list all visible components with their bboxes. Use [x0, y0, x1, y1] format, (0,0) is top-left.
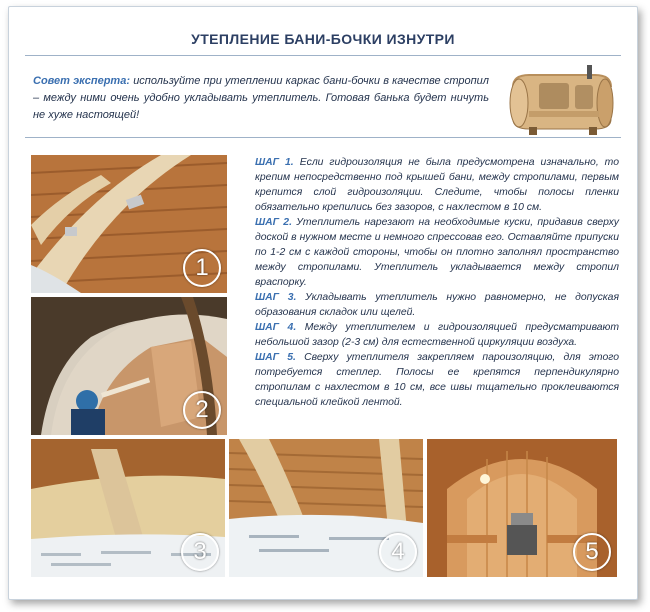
- expert-tip: [33, 73, 489, 124]
- step-number-badge: 5: [573, 533, 611, 571]
- step-label: ШАГ 2.: [255, 217, 292, 228]
- step-3: [255, 290, 619, 320]
- step-text: Укладывать утеплитель нужно равномерно, не допуская образования складок или щелей.: [255, 292, 620, 318]
- barrel-sauna-image: [499, 63, 623, 139]
- expert-tip-lead: Совет эксперта:: [33, 75, 130, 87]
- step-2: [255, 215, 619, 290]
- step-5: [255, 350, 619, 410]
- step-number-badge: 4: [379, 533, 417, 571]
- divider: [25, 55, 621, 56]
- page-title: УТЕПЛЕНИЕ БАНИ-БОЧКИ ИЗНУТРИ: [191, 31, 455, 47]
- steps-list: [255, 155, 619, 410]
- step-photo-1: [31, 155, 227, 293]
- step-text: Если гидроизоляция не была предусмотрена изначально, то крепим непосредственно под крышей бани, между стропилами, первым крепится слой гидроизоляции. Следите, чтобы полосы пленки обязательно крепились без зазоров, с нахлестом в 10 см.: [255, 157, 619, 213]
- step-text: Утеплитель нарезают на необходимые куски, придавив сверху доской в нужном месте и немного спрессовав его. Оставляйте припуски по 1-2 см с каждой стороны, чтобы он плотно заполнял пространство между стропилами. Утеплитель укладывается между стропил враспорку.: [255, 217, 620, 288]
- article-card: [8, 6, 638, 600]
- divider: [25, 137, 621, 138]
- step-4: [255, 320, 619, 350]
- step-number-badge: 3: [181, 533, 219, 571]
- expert-tip-text: используйте при утеплении каркас бани-бочки в качестве стропил – между ними очень удобно укладывать утеплитель. Готовая банька будет ничуть не хуже настоящей!: [33, 75, 489, 121]
- step-number-badge: 2: [183, 391, 221, 429]
- step-text: Сверху утеплителя закрепляем пароизоляцию, для этого потребуется степлер. Полосы ее крепятся перпендикулярно стропилам с нахлестом в 10 см, все швы тщательно проклеиваются специальной клейкой лентой.: [255, 352, 620, 408]
- step-photo-3: [31, 439, 225, 577]
- step-text: Между утеплителем и гидроизоляцией предусматривают небольшой зазор (2-3 см) для естественной циркуляции воздуха.: [255, 322, 620, 348]
- step-label: ШАГ 3.: [255, 292, 297, 303]
- step-photo-2: [31, 297, 227, 435]
- step-label: ШАГ 1.: [255, 157, 294, 168]
- step-photo-5: [427, 439, 617, 577]
- step-label: ШАГ 5.: [255, 352, 296, 363]
- step-number-badge: 1: [183, 249, 221, 287]
- step-photo-4: [229, 439, 423, 577]
- step-label: ШАГ 4.: [255, 322, 297, 333]
- step-1: [255, 155, 619, 215]
